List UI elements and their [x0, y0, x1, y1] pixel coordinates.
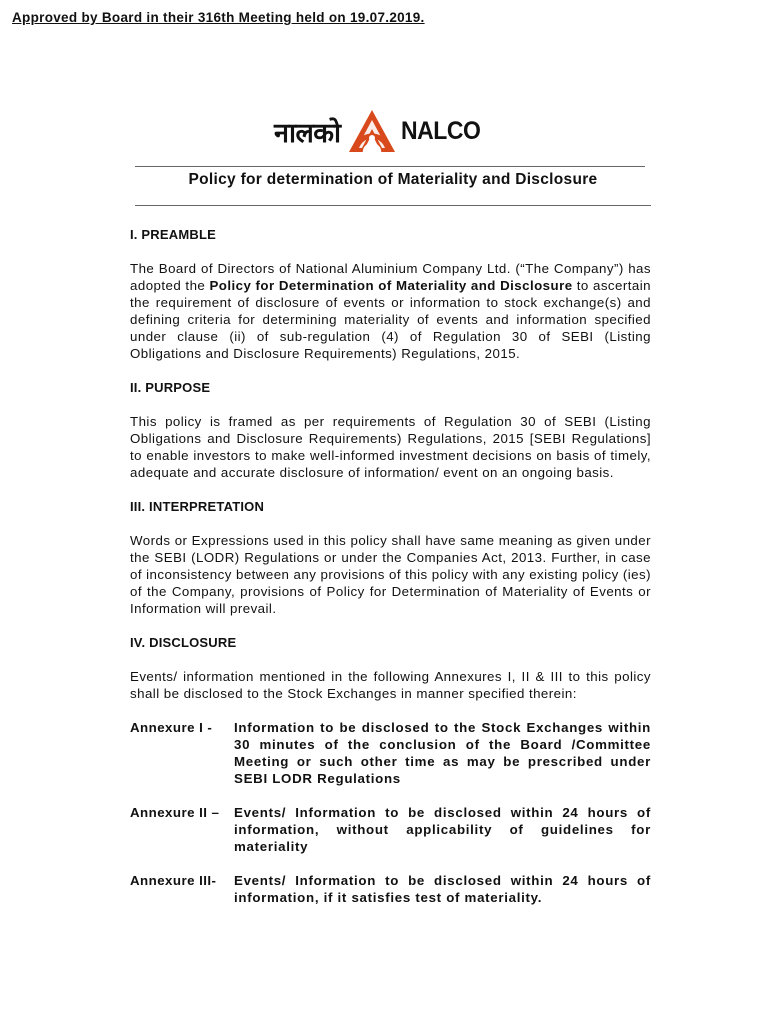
document-title: Policy for determination of Materiality and Disclosure	[188, 171, 598, 188]
title-rule-top	[135, 166, 645, 167]
preamble-text-before: The Board of Directors of National Aluminium Company Ltd. (“The Company”) has adopted the	[130, 261, 651, 293]
logo-latin-text: NALCO	[400, 116, 480, 145]
nalco-emblem-icon	[347, 108, 397, 154]
preamble-paragraph	[130, 260, 651, 362]
annexure-label: Annexure II –	[130, 805, 220, 820]
purpose-paragraph: This policy is framed as per requirements of Regulation 30 of SEBI (Listing Obligations and Disclosure Requirements) Regulations, 2015 [SEBI Regulations] to enable investors to make well-informed investment decisions on basis of timely, adequate and accurate disclosure of information/ event on an ongoing basis.	[130, 414, 651, 480]
title-rule-bottom	[135, 205, 651, 206]
preamble-bold-policy-name: Policy for Determination of Materiality and Disclosure	[209, 278, 573, 293]
annexure-item	[130, 872, 651, 906]
disclosure-heading: IV. DISCLOSURE	[130, 635, 237, 650]
approval-note: Approved by Board in their 316th Meeting held on 19.07.2019.	[12, 10, 425, 25]
annexure-description: Information to be disclosed to the Stock Exchanges within 30 minutes of the conclusion of the Board /Committee Meeting or such other time as may be prescribed under SEBI LODR Regulations	[234, 720, 651, 786]
preamble-text-after: to ascertain the requirement of disclosure of events or information to stock exchange(s) and defining criteria for determining materiality of events and information specified under clause (ii) of sub-regulation (4) of Regulation 30 of SEBI (Listing Obligations and Disclosure Requirements) Regulations, 2015.	[130, 278, 651, 361]
logo-hindi-text: नालको	[274, 117, 341, 149]
annexure-item	[130, 804, 651, 855]
annexure-description: Events/ Information to be disclosed within 24 hours of information, without applicability of guidelines for materiality	[234, 805, 651, 854]
preamble-heading: I. PREAMBLE	[130, 227, 216, 242]
interpretation-heading: III. INTERPRETATION	[130, 499, 265, 514]
purpose-heading: II. PURPOSE	[130, 380, 211, 395]
interpretation-paragraph: Words or Expressions used in this policy shall have same meaning as given under the SEBI (LODR) Regulations or under the Companies Act, 2013. Further, in case of inconsistency between any provisions of this policy with any existing policy (ies) of the Company, provisions of Policy for Determination of Materiality of Events or Information will prevail.	[130, 533, 651, 616]
annexure-item	[130, 719, 651, 787]
annexure-label: Annexure I -	[130, 720, 213, 735]
nalco-logo	[274, 104, 487, 158]
disclosure-paragraph: Events/ information mentioned in the following Annexures I, II & III to this policy shall be disclosed to the Stock Exchanges in manner specified therein:	[130, 669, 651, 701]
document-body	[130, 226, 651, 906]
annexure-description: Events/ Information to be disclosed within 24 hours of information, if it satisfies test of materiality.	[234, 873, 651, 905]
annexure-label: Annexure III-	[130, 873, 217, 888]
